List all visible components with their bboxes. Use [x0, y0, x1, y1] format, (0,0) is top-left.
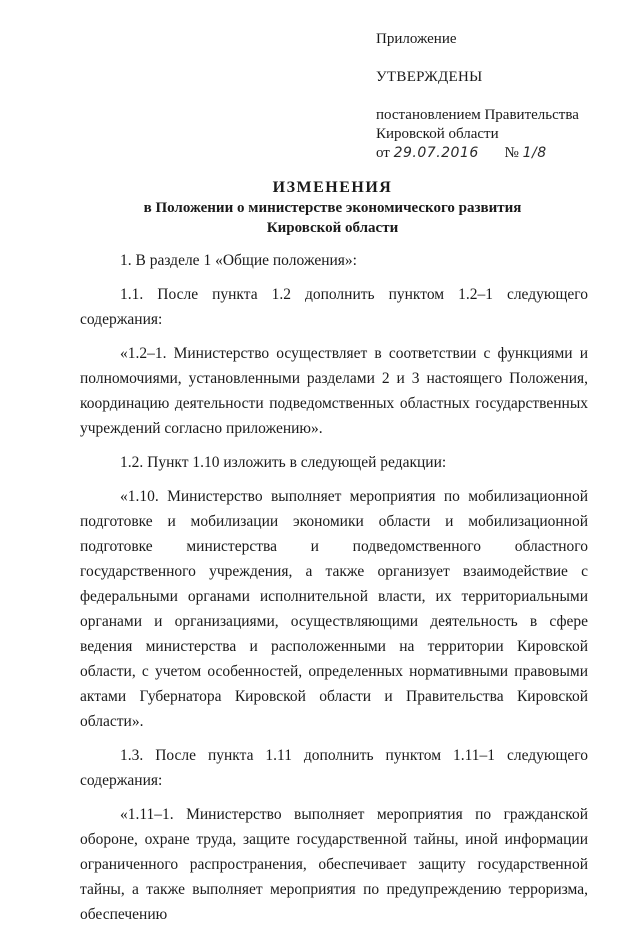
document-title [80, 178, 585, 238]
title-line-2: в Положении о министерстве экономического развития [143, 200, 522, 216]
paragraph: 1.2. Пункт 1.10 изложить в следующей редакции: [120, 454, 447, 471]
handwritten-number: 1/8 [522, 145, 547, 161]
paragraph: 1.3. После пункта 1.11 дополнить пунктом 1.11–1 следующего содержания: [80, 747, 588, 789]
document-body [80, 248, 588, 936]
date-number-line [376, 144, 626, 163]
paragraph: «1.2–1. Министерство осуществляет в соответствии с функциями и полномочиями, установленными разделами 2 и 3 настоящего Положения, координацию деятельности подведомственных областных государственных учреждений согласно приложению». [80, 345, 588, 437]
resolution-line-2: Кировской области [376, 126, 499, 142]
paragraph: 1. В разделе 1 «Общие положения»: [120, 252, 357, 269]
title-line-1: ИЗМЕНЕНИЯ [272, 179, 393, 196]
date-prefix: от [376, 145, 390, 161]
approval-block [376, 30, 626, 163]
paragraph: «1.10. Министерство выполняет мероприятия по мобилизационной подготовке и мобилизации экономики области и мобилизационной подготовке министерства и подведомственного областного государственного учреждения, а также организует взаимодействие с федеральными органами исполнительной власти, их территориальными органами и организациями, осуществляющими деятельность в сфере ведения министерства и расположенными на территории Кировской области, с учетом особенностей, определенных нормативными правовыми актами Губернатора Кировской области и Правительства Кировской области». [80, 488, 588, 730]
appendix-label: Приложение [376, 31, 457, 47]
paragraph: «1.11–1. Министерство выполняет мероприятия по гражданской обороне, охране труда, защите государственной тайны, иной информации ограниченного распространения, обеспечивает защиту государственной тайны, а также выполняет мероприятия по предупреждению терроризма, обеспечению [80, 806, 588, 923]
number-label: № [504, 145, 519, 161]
resolution-line-1: постановлением Правительства [376, 107, 579, 123]
approved-label: УТВЕРЖДЕНЫ [376, 69, 483, 85]
title-line-3: Кировской области [266, 220, 399, 236]
handwritten-date: 29.07.2016 [393, 145, 479, 161]
paragraph: 1.1. После пункта 1.2 дополнить пунктом 1.2–1 следующего содержания: [80, 286, 588, 328]
